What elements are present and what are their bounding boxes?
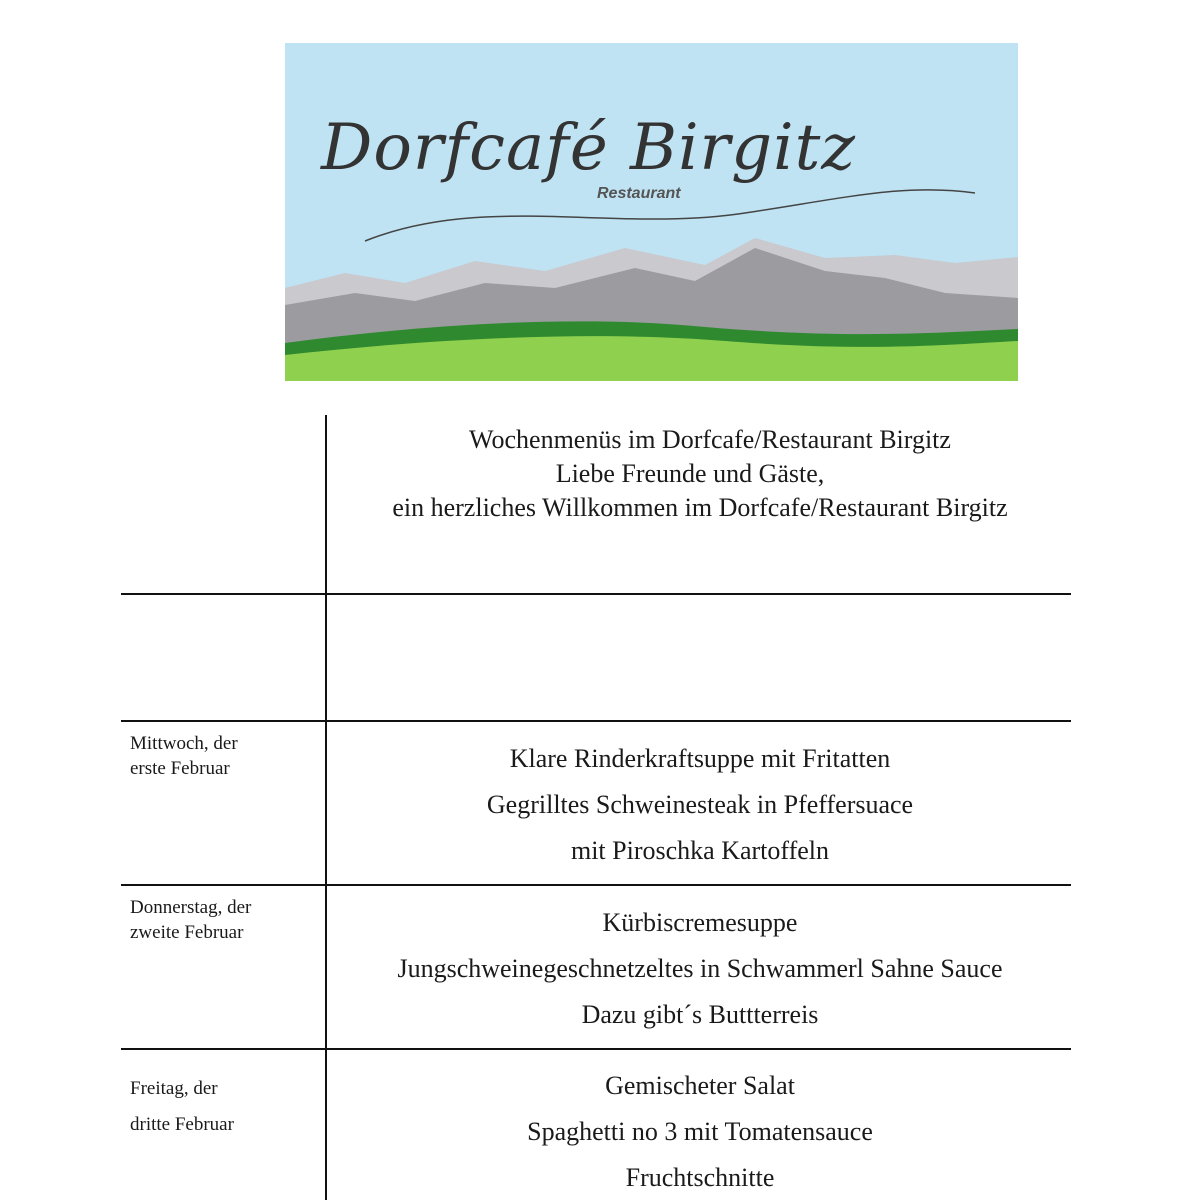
menu-dish: Klare Rinderkraftsuppe mit Fritatten xyxy=(509,744,891,773)
menu-dish: Gemischeter Salat xyxy=(605,1071,795,1100)
menu-dish: mit Piroschka Kartoffeln xyxy=(570,836,830,865)
intro-block xyxy=(340,423,1060,525)
intro-welcome: ein herzliches Willkommen im Dorfcafe/Restaurant Birgitz xyxy=(392,493,1008,522)
day-label-line: Mittwoch, der xyxy=(130,733,238,754)
day-label-line: Freitag, der xyxy=(130,1078,218,1099)
logo-script-title: Dorfcafé Birgitz xyxy=(321,111,856,185)
day-label-friday xyxy=(130,1071,320,1143)
table-column-divider xyxy=(325,415,327,1200)
table-row-divider xyxy=(121,593,1071,595)
table-row-divider xyxy=(121,720,1071,722)
day-label-line: Donnerstag, der xyxy=(130,897,252,918)
table-row-divider xyxy=(121,884,1071,886)
menu-dish: Spaghetti no 3 mit Tomatensauce xyxy=(527,1117,873,1146)
menu-dish: Dazu gibt´s Buttterreis xyxy=(581,1000,819,1029)
day-label-line: erste Februar xyxy=(130,758,230,779)
table-row-divider xyxy=(121,1048,1071,1050)
day-label-line: dritte Februar xyxy=(130,1114,234,1135)
intro-heading: Wochenmenüs im Dorfcafe/Restaurant Birgitz xyxy=(469,425,951,454)
intro-greeting: Liebe Freunde und Gäste, xyxy=(555,459,825,488)
menu-friday xyxy=(340,1063,1060,1201)
restaurant-logo xyxy=(285,43,1018,381)
day-label-line: zweite Februar xyxy=(130,922,244,943)
logo-subtitle: Restaurant xyxy=(597,185,681,202)
menu-dish: Gegrilltes Schweinesteak in Pfeffersuace xyxy=(486,790,914,819)
menu-dish: Jungschweinegeschnetzeltes in Schwammerl Sahne Sauce xyxy=(397,954,1003,983)
day-label-thursday xyxy=(130,895,320,945)
logo-landscape-graphic xyxy=(285,43,1018,381)
day-label-wednesday xyxy=(130,731,320,781)
menu-dish: Fruchtschnitte xyxy=(625,1163,775,1192)
menu-thursday xyxy=(340,900,1060,1038)
menu-wednesday xyxy=(340,736,1060,874)
menu-dish: Kürbiscremesuppe xyxy=(602,908,798,937)
